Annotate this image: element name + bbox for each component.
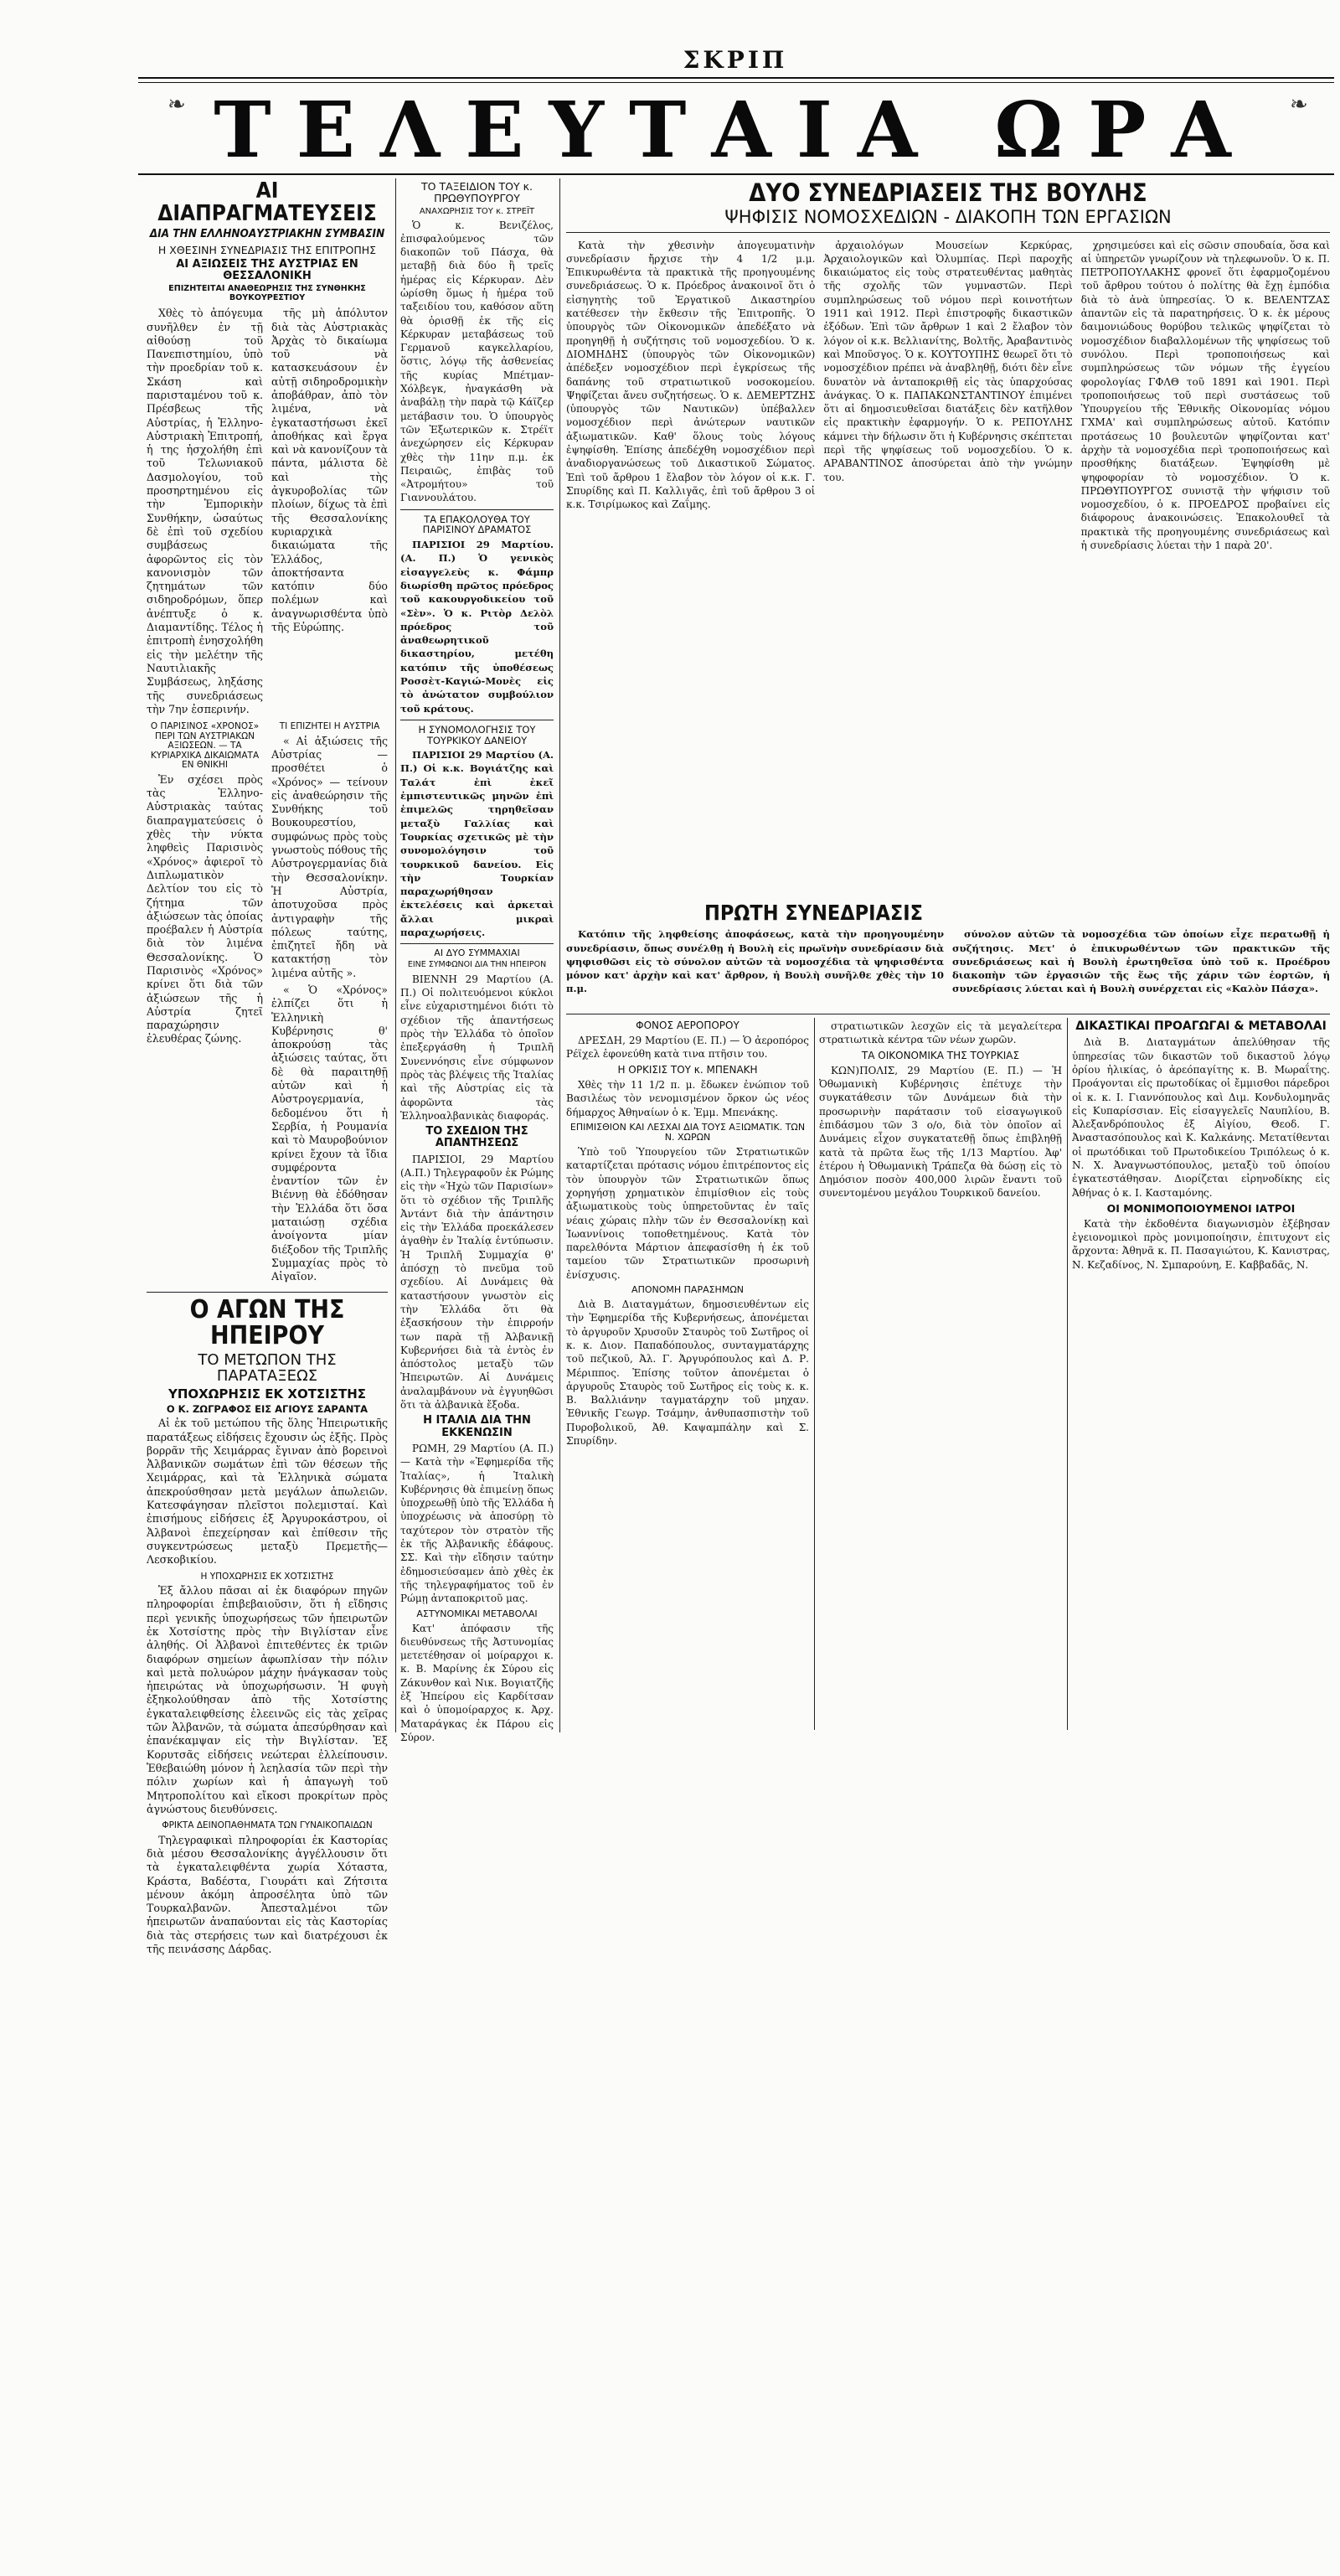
column-rule-3: [814, 1018, 815, 1730]
masthead-rule-top: [138, 77, 1334, 79]
article-clubs-end: στρατιωτικῶν λεσχῶν εἰς τὰ μεγαλείτερα στρατιωτικὰ κέντρα τῶν νέων χωρῶν.: [819, 1020, 1062, 1046]
headline-police: ΑΣΤΥΝΟΜΙΚΑΙ ΜΕΤΑΒΟΛΑΙ: [416, 1608, 538, 1619]
article-trip: Ὁ κ. Βενιζέλος, ἐπισφαλούμενος τῶν διακοπῶν τοῦ Πάσχα, θὰ μεταβῇ διὰ δύο ἢ τρεῖς ἡμέρας εἰς Κέρκυραν. Δὲν ὡρίσθη ὅμως ἡ ἡμέρα τοῦ ταξειδίου του, καθόσον αὕτη θὰ ὁρισθῇ ἐκ τῆς εἰς Κέρκυραν μεταβάσεως τοῦ Γερμανοῦ καγκελλαρίου, ὅστις, λόγῳ τῆς ἀσθενείας τῆς κυρίας Μπέτμαν-Χόλβεγκ, ἠναγκάσθη νὰ ἀναβάλῃ τὴν παρὰ τῷ Κάϊζερ μετάβασιν του. Ὁ ὑπουργὸς τῶν Ἐξωτερικῶν κ. Στρέϊτ ἀνεχώρησεν εἰς Κέρκυραν χθὲς τὴν 11ην π.μ. ἐκ Πειραιῶς, ἐπιβὰς τοῦ «Ἀτρομήτου» τοῦ Γιαννουλάτου.: [400, 219, 554, 504]
article-epirus: Αἱ ἐκ τοῦ μετώπου τῆς ὅλης Ἠπειρωτικῆς παρατάξεως εἰδήσεις ἔχουσιν ὡς ἑξῆς. Πρὸς βορρᾶν τῆς Χειμάρρας ἔγιναν ἀπὸ βορεινοὶ Ἀλβανικῶν σωμάτων ἐπὶ τῶν θέσεων τῆς Χειμάρρας, καὶ τὰ Ἑλληνικὰ σώματα ἀπεκρούσθησαν μετὰ μεγάλων ἀπωλειῶν. Κατεσφάγησαν πλεῖστοι πολεμισταί. Καὶ ἐπισήμους εἰδήσεις ἐξ Ἀργυροκάστρου, οἱ Ἀλβανοὶ ἐπεχείρησαν καὶ ἐπίθεσιν τῆς συγκεντρώσεως μεταξὺ Πρεμετῆς—Λεσκοβικίου.: [147, 1417, 388, 1567]
headline-first-session: ΠΡΩΤΗ ΣΥΝΕΔΡΙΑΣΙΣ: [704, 901, 924, 925]
article-negotiations-a: Χθὲς τὸ ἀπόγευμα συνῆλθεν ἐν τῇ αἰθούσῃ τοῦ Πανεπιστημίου, ὑπὸ τὴν προεδρίαν τοῦ κ. Σκάση καὶ παρισταμένου τοῦ κ. Πρέσβεως τῆς Αὐστρίας, ἡ Ἑλληνο-Αὐστριακὴ Ἐπιτροπή, ἡ της ἠσχολήθη ἐπὶ τοῦ Τελωνιακοῦ Δασμολογίου, τοῦ προσηρτημένου εἰς τὴν Ἐμπορικὴν Συνθήκην, ὡσαύτως δὲ ἐπὶ τοῦ σχεδίου συμβάσεως ἀφορῶντος εἰς τὸν κανονισμὸν τῶν ζητημάτων τῶν σιδηροδρόμων, ὅπερ ἀνέπτυξε ὁ κ. Διαμαντίδης. Τέλος ἡ ἐπιτροπὴ ἐνησχολήθη εἰς τὴν μελέτην τῆς Ναυτιλιακῆς Συμβάσεως, ληξάσης τῆς συνεδριάσεως τὴν 7ην ἑσπερινήν.: [147, 307, 263, 715]
subhead-suffering: ΦΡΙΚΤΑ ΔΕΙΝΟΠΑΘΗΜΑΤΑ ΤΩΝ ΓΥΝΑΙΚΟΠΑΙΔΩΝ: [162, 1820, 373, 1831]
subhead-claims: ΑΙ ΑΞΙΩΣΕΙΣ ΤΗΣ ΑΥΣΤΡΙΑΣ ΕΝ ΘΕΣΣΑΛΟΝΙΚΗ: [176, 257, 358, 282]
subhead-committee: Η ΧΘΕΣΙΝΗ ΣΥΝΕΔΡΙΑΣΙΣ ΤΗΣ ΕΠΙΤΡΟΠΗΣ: [157, 243, 377, 256]
subhead-alliances: ΕΙΝΕ ΣΥΜΦΩΝΟΙ ΔΙΑ ΤΗΝ ΗΠΕΙΡΟΝ: [407, 960, 547, 970]
subhead-retreat: ΥΠΟΧΩΡΗΣΙΣ ΕΚ ΧΟΤΣΙΣΤΗΣ: [168, 1386, 367, 1402]
first-session-b: σύνολον αὐτῶν τὰ νομοσχέδια τῶν ὁποίων εἶχε περατωθῇ ἡ συζήτησις. Μετ' ὁ ἐπικυρωθέντων τῶν πρακτικῶν τῆς συνεδριάσεως καὶ ἡ Βουλὴ ἐρωτηθεῖσα ὑπὸ τοῦ κ. Προέδρου διακοπὴν τῶν ἐργασιῶν τῆς ἕως τῆς χάριν τῶν ἑορτῶν, ἡ συνεδρίασις λύεται καὶ ἡ Βουλὴ συνέρχεται εἰς «Καλὸν Πάσχα».: [952, 928, 1330, 995]
column-2: [400, 178, 554, 1743]
subhead-front: ΤΟ ΜΕΤΩΠΟΝ ΤΗΣ ΠΑΡΑΤΑΞΕΩΣ: [198, 1350, 337, 1386]
headline-aviator: ΦΟΝΟΣ ΑΕΡΟΠΟΡΟΥ: [636, 1020, 740, 1031]
article-austria-seeks: « Αἱ ἀξιώσεις τῆς Αὐστρίας — προσθέτει ὁ «Χρόνος» — τείνουν εἰς ἀναθεώρησιν τῆς Συνθήκης τοῦ Βουκουρεστίου, συμφώνως πρὸς τοὺς γνωστοὺς πόθους τῆς Αὐστρογερμανίας διὰ τὴν Θεσσαλονίκην. Ἡ Αὐστρία, ἀποτυχοῦσα πρὸς ἀντιγραφὴν τῆς πόλεως ταύτης, ἐπιζητεῖ ἤδη νὰ κατακτήσῃ τὸν λιμένα αὐτῆς ».: [271, 734, 388, 979]
subhead-convention: ΔΙΑ ΤΗΝ ΕΛΛΗΝΟΑΥΣΤΡΙΑΚΗΝ ΣΥΜΒΑΣΙΝ: [149, 226, 385, 240]
column-1: [147, 178, 388, 1956]
article-draft: ΠΑΡΙΣΙΟΙ, 29 Μαρτίου (Α.Π.) Τηλεγραφοῦν ἐκ Ρώμης εἰς τὴν «Ἠχὼ τῶν Παρισίων» ὅτι τὸ σχέδιον τῆς Τριπλῆς Ἀντάντ διὰ τὴν ἀπάντησιν εἰς τὴν Ἑλλάδα προεκάλεσεν ἀγαθὴν ἐν Ἰταλίᾳ ἐντύπωσιν. Ἡ Τριπλῆ Συμμαχία θ' ἀπόσχῃ τὸ πνεῦμα τοῦ σχεδίου. Αἱ Δυνάμεις θὰ καταστήσουν γνωστὸν εἰς τὴν Ἑλλάδα ὅτι θὰ ἐξασκήσουν τὴν ἐπιρροήν των παρὰ τῇ Ἀλβανικῇ Κυβερνήσει διὰ τὰ ἐντὸς ἐν ἀπόστολος μεταξὺ τῶν Ἠπειρωτῶν. Αἱ Δυνάμεις ἀναλαμβάνουν νὰ ἐγγυηθῶσι ὅτι τὰ ἀλβανικὰ ἔξοδα.: [400, 1153, 554, 1412]
parliament-col-1: Κατὰ τὴν χθεσινὴν ἀπογευματινὴν συνεδρίασιν ἤρχισε τὴν 4 1/2 μ.μ. Ἐπικυρωθέντα τὰ πρακτικὰ τῆς προηγουμένης συνεδριάσεως. Ὁ κ. Πρόεδρος ἀνακοινοῖ ὅτι ὁ εἰσηγητὴς τοῦ Ἐργατικοῦ Δικαστηρίου κατέθεσεν τὴν ἔκθεσιν τῆς Ἐπιτροπῆς. Ὁ ὑπουργὸς τῶν Οἰκονομικῶν ἀπεδέξατο νὰ προηγηθῇ ἡ συζήτησις τοῦ νομοσχεδίου. Ὁ κ. ΔΙΟΜΗΔΗΣ (ὑπουργὸς τῶν Οἰκονομικῶν) ἀπέδεξεν νομοσχέδιον περὶ ἐγκρίσεως τῆς δαπάνης τοῦ στρατιωτικοῦ νοσοκομείου. Ψηφίζεται ἄνευ συζητήσεως. Ὁ κ. ΔΕΜΕΡΤΖΗΣ (ὑπουργὸς τῶν Ναυτικῶν) ὑπέβαλλεν νομοσχέδιον περὶ ἀνώτερων ναυτικῶν ἀξιωματικῶν. Καθ' ὅλους τοὺς λόγους ἐψηφίσθη. Ἐπίσης ἀπεδέχθη νομοσχέδιον περὶ ἀναδιοργανώσεως τοῦ Δικαστικοῦ Σώματος. Ἐπὶ τοῦ ἄρθρου 1 ἔλαβον τὸν λόγον οἱ κ.κ. Γ. Σπυρίδης καὶ Π. Καλλιγᾶς, ἐπὶ τοῦ ἄρθρου 3 οἱ κ.κ. Τσιρίμωκος καὶ Ζαΐμης.: [566, 239, 816, 511]
column-4b: [819, 1018, 1062, 2576]
first-session-section: [566, 901, 1330, 1009]
headline-alliances: ΑΙ ΔΥΟ ΣΥΜΜΑΧΙΑΙ: [434, 947, 520, 959]
subhead-bills: ΨΗΦΙΣΙΣ ΝΟΜΟΣΧΕΔΙΩΝ - ΔΙΑΚΟΠΗ ΤΩΝ ΕΡΓΑΣΙΩΝ: [724, 207, 1172, 228]
article-turkey-finance: ΚΩΝ)ΠΟΛΙΣ, 29 Μαρτίου (Ε. Π.) — Ἡ Ὀθωμανικὴ Κυβέρνησις ἐπέτυχε τὴν συγκατάθεσιν τῶν Δυνάμεων διὰ τὴν προσωρινὴν παράτασιν τοῦ εἰσαγωγικοῦ ἐπιδάσμου τῶν 3 ο/ο, διὰ τὸν ὁποῖον αἱ Δυνάμεις εἶχον συγκατατεθῇ ὅπως ἐπιβληθῇ κατὰ τὰ πρῶτα ἕως τῆς 1/13 Μαρτίου. Ἀφ' ἑτέρου ἡ Ὀθωμανικὴ Τράπεζα θὰ δώσῃ εἰς τὸ Δημόσιον ποσὸν 400,000 λιρῶν ἔναντι τοῦ συνεντομένου μεγάλου Τουρκικοῦ δανείου.: [819, 1064, 1062, 1200]
headline-negotiations: ΑΙ ΔΙΑΠΡΑΓΜΑΤΕΥΣΕΙΣ: [157, 178, 377, 227]
headline-judicial: ΔΙΚΑΣΤΙΚΑΙ ΠΡΟΑΓΩΓΑΙ & ΜΕΤΑΒΟΛΑΙ: [1075, 1020, 1327, 1033]
article-retreat: Ἐξ ἄλλου πᾶσαι αἱ ἐκ διαφόρων πηγῶν πληροφορίαι ἐπιβεβαιοῦσιν, ὅτι ἡ εἴδησις περὶ γενικῆς ὑποχωρήσεως τῶν ἠπειρωτῶν ἐκ Χοτσίστης πρὸς τὴν Βιγλίσταν εἶνε ἀληθής. Οἱ Ἀλβανοὶ ἐπιτεθέντες ἐκ τριῶν διαφόρων σημείων ἀφωπλίσαν τὴν πόλιν καὶ μετὰ πολυώρον μάχην ἠνάγκασαν τοὺς ἠπειρώτας νὰ ὑποχωρήσωσιν. Ἡ φυγὴ ἐξηκολούθησαν ἀπὸ τῆς Χοτσίστης ἐγκαταλειφθείσης ἐλεεινῶς εἰς τὰς χεῖρας τῶν Ἀλβανῶν, τὰ σώματα ἀπεσύρθησαν καὶ ἐπανέκαμψαν εἰς τὴν Βιγλίσταν. Ἐξ Κορυτσᾶς εἰδήσεις νεώτεραι ἐλλείπουσιν. Ἐθεβαιώθη μόνον ἡ λεηλασία τῶν περὶ τὴν πόλιν χωρίων καὶ ἡ ἀπαγωγὴ τοῦ Μητροπολίτου καὶ εἴκοσι προκρίτων πρὸς ἀγνώστους διευθύνσεις.: [147, 1584, 388, 1815]
article-chronos-a: Ἐν σχέσει πρὸς τὰς Ἑλληνο-Αὐστριακὰς ταύτας διαπραγματεύσεις ὁ χθὲς τὴν νύκτα ληφθεὶς Παρισινὸς «Χρόνος» ἀφιεροῖ τὸ Διπλωματικὸν Δελτίον του εἰς τὸ ζήτημα τῶν ἀξιώσεων τὰς ὁποίας προέβαλεν ἡ Αὐστρία διὰ τὸν λιμένα Θεσσαλονίκης. Ὁ Παρισινὸς «Χρόνος» κρίνει ὅτι διὰ τῶν ἀξιώσεων τῆς ἡ Αὐστρία ζητεῖ παραχώρησιν ἐλευθέρας ζώνης.: [147, 772, 263, 1045]
subhead-chronos: Ο ΠΑΡΙΣΙΝΟΣ «ΧΡΟΝΟΣ» ΠΕΡΙ ΤΩΝ ΑΥΣΤΡΙΑΚΩΝ ΑΞΙΩΣΕΩΝ. — ΤΑ ΚΥΡΙΑΡΧΙΚΑ ΔΙΚΑΙΩΜΑΤΑ ΕΝ ΘΝΙΚΗΙ: [150, 721, 260, 771]
subhead-austria-seeks: ΤΙ ΕΠΙΖΗΤΕΙ Η ΑΥΣΤΡΙΑ: [279, 721, 380, 732]
article-doctors: Κατὰ τὴν ἐκδοθέντα διαγωνισμὸν ἐξέβησαν ἐγειονομικοὶ πρὸς μονιμοποίησιν, ἐπιτυχοντ εἰς ἄρχοντα: Ἀθηνᾶ κ. Π. Πασαγιώτου, Κ. Κανιστρας, Ν. Κεζαδίνος, Ν. Σμπαρούνη, Ε. Καββαδᾶς, Ν.: [1072, 1217, 1330, 1271]
column-rule-2: [559, 178, 560, 1732]
headline-drama: ΤΑ ΕΠΑΚΟΛΟΥΘΑ ΤΟΥ ΠΑΡΙΣΙΝΟΥ ΔΡΑΜΑΤΟΣ: [422, 513, 532, 536]
subhead-streit: ΑΝΑΧΩΡΗΣΙΣ ΤΟΥ κ. ΣΤΡΕΪΤ: [419, 206, 535, 216]
column-rule-1: [395, 178, 396, 1732]
parliament-col-2: ἀρχαιολόγων Μουσείων Κερκύρας, Ἀρχαιολογικῶν καὶ Ὀλυμπίας. Περὶ παροχῆς δικαιώματος εἰς τοὺς στρατευθέντας μαθητὰς τῆς σχολῆς τῶν γυμναστῶν. Περὶ συμπληρώσεως τοῦ νόμου περὶ κοινοτήτων 1911 καὶ 1912. Περὶ ἐπιστροφῆς δικαστικῶν ἐξόδων. Ἐπὶ τῶν ἄρθρων 1 καὶ 2 ἔλαβον τὸν λόγον οἱ κ.κ. Βελλιανίτης, Βολτῆς, Ἀραβαντινὸς καὶ Μποῦσγος. Ὁ κ. ΚΟΥΤΟΥΠΗΣ θεωρεῖ ὅτι τὸ νομοσχέδιον πρέπει νὰ ἀναβληθῇ, διότι δὲν εἶνε δυνατὸν νὰ ἀνταποκριθῇ εἰς τὰς ὑπαρχούσας ἀνάγκας. Ὁ κ. ΠΑΠΑΚΩΝΣΤΑΝΤΙΝΟΥ ἐπιμένει ὅτι αἱ δημοσιευθεῖσαι διατάξεις δὲν κατῆλθον εἰς πρακτικὴν ἐφαρμογήν. Ὁ κ. ΡΕΠΟΥΛΗΣ κάμνει τὴν δήλωσιν ὅτι ἡ Κυβέρνησις σκέπτεται περὶ τῆς ψηφίσεως τοῦ νομοσχεδίου. Ὁ κ. ΑΡΑΒΑΝΤΙΝΟΣ ἀποσύρεται ἀπὸ τὴν γνώμην του.: [823, 239, 1073, 483]
headline-benakis: Η ΟΡΚΙΣΙΣ ΤΟΥ κ. ΜΠΕΝΑΚΗ: [617, 1063, 758, 1076]
parliament-section: [566, 178, 1330, 896]
headline-loan: Η ΣΥΝΟΜΟΛΟΓΗΣΙΣ ΤΟΥ ΤΟΥΡΚΙΚΟΥ ΔΑΝΕΙΟΥ: [418, 723, 536, 746]
article-negotiations-b: τῆς μὴ ἀπόλυτον διὰ τὰς Αὐστριακὰς Ἀρχὰς τὸ δικαίωμα τοῦ νὰ κατασκευάσουν ἐν αὐτῇ σιδηροδρομικὴν ἀποβάθραν, ἀπὸ τὸν λιμένα, νὰ ἐγκαταστήσωσι ἐκεῖ ἀποθήκας καὶ ἔργα καὶ νὰ κανονίζουν τὰ πάντα, μάλιστα δὲ καὶ τὴς ἀγκυροβολίας τῶν πλοίων, δίχως τὰ ἐπὶ τῆς Θεσσαλονίκης κυριαρχικὰ δικαιώματα τῆς Ἑλλάδος, ἀποκτήσαντα κατόπιν δύο πολέμων καὶ ἀναγνωρισθέντα ὑπὸ τῆς Εὐρώπης.: [271, 307, 388, 634]
headline-turkey-finance: ΤΑ ΟΙΚΟΝΟΜΙΚΑ ΤΗΣ ΤΟΥΡΚΙΑΣ: [861, 1049, 1020, 1061]
masthead: ΣΚΡΙΠ: [683, 46, 788, 74]
divider: [400, 509, 554, 510]
article-judicial: Διὰ Β. Διαταγμάτων ἀπελύθησαν τῆς ὑπηρεσίας τῶν δικαστῶν τοῦ δικαστοῦ λόγῳ ὁρίου ἡλικίας, ὁ ἀρεόπαγίτης κ. Β. Μωραΐτης. Προάγονται εἰς πρωτοδίκας οἱ ἔμμισθοι πάρεδροι οἱ κ. κ. Ι. Γιαννόπουλος καὶ Διμ. Κονδυλομηνᾶς εἰς Κυπαρίσσιαν. Εἰς εἰσαγγελεῖς Ναυπλίου, Β. Ἀλεξανδρόπουλος ἐξ Αἰγίου, Θεοδ. Γ. Ἀναστασόπουλος καὶ Κ. Καλκάνης. Μετατίθενται οἱ πρωτόδικαι τοῦ Πρωτοδικείου Τριπόλεως ὁ κ. Ν. Χ. Ἀναγνωστόπουλος, μεταξὺ τοῦ ὁποίου ἐγκατεστάθησαν. Διορίζεται εἰρηνοδίκης εἰς Ἀθήνας ὁ κ. Ι. Κασταμόνης.: [1072, 1036, 1330, 1199]
article-aviator: ΔΡΕΣΔΗ, 29 Μαρτίου (Ε. Π.) — Ὁ ἀεροπόρος Ρέϊχελ ἐφονεύθη κατὰ τινα πτῆσιν του.: [566, 1035, 809, 1061]
article-suffering: Τηλεγραφικαὶ πληροφορίαι ἐκ Καστορίας διὰ μέσου Θεσσαλονίκης ἀγγέλλουσιν ὅτι τὰ ἐγκαταλειφθέντα χωρία Χόταστα, Κράστα, Βαδέστα, Γιουράτι καὶ Ζήτσιτα μένουν ἀκόμη ἀπροσέλητα ὑπὸ τῶν Τουρκαλβανῶν. Ἀπεσταλμένοι τῶν ἠπειρωτῶν ἀναπαύονται εἰς τὰς Καστορίας διὰ τὰς στερήσεις των καὶ διατρέχουσι ἐκ τῆς πεινάσσης Δάρδας.: [147, 1833, 388, 1956]
headline-decorations: ΑΠΟΝΟΜΗ ΠΑΡΑΣΗΜΩΝ: [631, 1284, 744, 1296]
article-alliances: ΒΙΕΝΝΗ 29 Μαρτίου (Α. Π.) Οἱ πολιτευόμενοι κύκλοι εἶνε εὐχαριστημένοι διότι τὸ σχέδιον τῆς ἀπαντήσεως πρὸς τὴν Ἑλλάδα τὸ ὁποῖον ἐπεξεργάσθη ἡ Τριπλῆ Συνεννόησις εἶνε σύμφωνον πρὸς τὰς βλέψεις τῆς Ἰταλίας καὶ τῆς Αὐστρίας εἰς τὰ ἀφορῶντα τὰς Ἑλληνοαλβανικὰς διαφοράς.: [400, 973, 554, 1122]
headline-italy: Η ΙΤΑΛΙΑ ΔΙΑ ΤΗΝ ΕΚΚΕΝΩΣΙΝ: [423, 1414, 531, 1439]
article-chronos-b: « Ὁ «Χρόνος» ἐλπίζει ὅτι ἡ Ἑλληνικὴ Κυβέρνησις θ' ἀποκρούσῃ τὰς ἀξιώσεις ταύτας, ὅτι δὲ θὰ παραιτηθῇ αὐτῶν καὶ ἡ Αὐστρογερμανία, δεδομένου ὅτι ἡ Σερβία, ἡ Ρουμανία καὶ τὸ Μαυροβούνιον κρίνει ἔχουν τὰ ἴδια συμφέροντα ἐναντίον τῶν ἐν Βιέννῃ θὰ ἐδόθησαν τὴν Ἑλλάδα ὅτι ὅσα ματαιώσῃ σχέδια ἀνοίγοντα μίαν διέξοδον τῆς Τριπλῆς Συμμαχίας πρὸς τὸ Αἰγαῖον.: [271, 983, 388, 1283]
headline-epirus: Ο ΑΓΩΝ ΤΗΣ ΗΠΕΙΡΟΥ: [189, 1294, 345, 1351]
headline-allowance: ΕΠΙΜΙΣΘΙΟΝ ΚΑΙ ΛΕΣΧΑΙ ΔΙΑ ΤΟΥΣ ΑΞΙΩΜΑΤΙΚ. ΤΩΝ Ν. ΧΩΡΩΝ: [570, 1121, 806, 1143]
subhead-revision: ΕΠΙΖΗΤΕΙΤΑΙ ΑΝΑΘΕΩΡΗΣΙΣ ΤΗΣ ΣΥΝΘΗΚΗΣ ΒΟΥΚΟΥΡΕΣΤΙΟΥ: [168, 284, 366, 302]
banner-title: ΤΕΛΕΥΤΑΙΑ ΩΡΑ: [214, 85, 1256, 175]
headline-parliament: ΔΥΟ ΣΥΝΕΔΡΙΑΣΕΙΣ ΤΗΣ ΒΟΥΛΗΣ: [749, 178, 1147, 207]
subhead-zografos: Ο Κ. ΖΩΓΡΑΦΟΣ ΕΙΣ ΑΓΙΟΥΣ ΣΑΡΑΝΤΑ: [166, 1402, 368, 1415]
article-loan: ΠΑΡΙΣΙΟΙ 29 Μαρτίου (Α. Π.) Οἱ κ.κ. Βογιάτζης καὶ Ταλάτ ἐπὶ ἐκεῖ ἐμπιστευτικῶς μηνῶν ἐπὶ ἐπιμελῶς τηρηθεῖσαν μεταξὺ Γαλλίας καὶ Τουρκίας σχετικῶς μὲ τὴν συνομολόγησιν τοῦ τουρκικοῦ δανείου. Εἰς τὴν Τουρκίαν παραχωρήθησαν ἐκτελέσεις καὶ ἀρκεταὶ ἄλλαι μικραὶ παραχωρήσεις.: [400, 749, 554, 939]
ornament-left: ❧: [168, 92, 186, 117]
column-3b: [566, 1018, 809, 2576]
headline-draft: ΤΟ ΣΧΕΔΙΟΝ ΤΗΣ ΑΠΑΝΤΗΣΕΩΣ: [425, 1125, 528, 1150]
column-rule-4: [1067, 1018, 1068, 1730]
article-italy: ΡΩΜΗ, 29 Μαρτίου (Α. Π.) — Κατὰ τὴν «Ἐφημερίδα τῆς Ἰταλίας», ἡ Ἰταλικὴ Κυβέρνησις θὰ ἐπιμείνῃ ὅπως ὑποχρεωθῇ ὑπὸ τῆς Ἑλλάδα ἡ ὑποχρέωσις νὰ ἀποσύρῃ τὸ ταχύτερον τὸν στρατὸν τῆς ἐκ τῆς Ἀλβανικῆς ἐδάφους. ΣΣ. Καὶ τὴν εἴδησιν ταύτην ἐδημοσιεύσαμεν ἀπὸ χθὲς ἐκ τῆς τηλεγραφήματος τοῦ ἐν Ρώμῃ ἀνταποκριτοῦ μας.: [400, 1442, 554, 1605]
divider: [147, 1292, 388, 1293]
article-drama: ΠΑΡΙΣΙΟΙ 29 Μαρτίου. (Α. Π.) Ὁ γενικὸς εἰσαγγελεὺς κ. Φάμπρ διωρίσθη πρῶτος πρόεδρος τοῦ κακουργοδικείου τοῦ «Σὲν». Ὁ κ. Ριτὸρ Δελὸλ πρόεδρος τοῦ ἀναθεωρητικοῦ δικαστηρίου, μετέθη κατόπιν τῆς ὑποθέσεως Ροσσὲτ-Καγιώ-Μονὲς εἰς τὸ ἀνώτατον συμβούλιον τοῦ κράτους.: [400, 539, 554, 715]
divider: [566, 232, 1330, 233]
banner-rule: [138, 173, 1334, 175]
headline-trip: ΤΟ ΤΑΞΕΙΔΙΟΝ ΤΟΥ κ. ΠΡΩΘΥΠΟΥΡΓΟΥ: [421, 180, 533, 204]
article-benakis: Χθὲς τὴν 11 1/2 π. μ. ἔδωκεν ἐνώπιον τοῦ Βασιλέως τὸν νενομισμένον ὅρκον ὡς νέος δήμαρχος Ἀθηναίων ὁ κ. Ἐμμ. Μπενάκης.: [566, 1078, 809, 1118]
article-police: Κατ' ἀπόφασιν τῆς διευθύνσεως τῆς Ἀστυνομίας μετετέθησαν οἱ μοίραρχοι κ. κ. Β. Μαρίνης ἐκ Σύρου εἰς Ζάκυνθον καὶ Νικ. Βογιατζῆς ἐξ Ἠπείρου εἰς Καρδίτσαν καὶ ὁ ὑπομοίραρχος κ. Ἀρχ. Ματαράγκας ἐκ Πάρου εἰς Σύρον.: [400, 1622, 554, 1743]
article-allowance: Ὑπὸ τοῦ Ὑπουργείου τῶν Στρατιωτικῶν καταρτίζεται πρότασις νόμου ἐπιτρέποντος εἰς τὸν ὑπουργὸν τῶν Στρατιωτικῶν ὅπως χορηγήσῃ χρηματικὸν ἐπιμίσθιον εἰς τοὺς ἀξιωματικοὺς τοὺς ὑπηρετοῦντας ἐν ταῖς νέαις χώραις πλὴν τῶν ἐν Θεσσαλονίκῃ καὶ Ἰωαννίνοις τοποθετημένους. Κατὰ τὸν παρελθόντα Μάρτιον ἀπεφασίσθη ἡ ἐκ τοῦ ταμείου τῶν Στρατιωτικῶν προσωρινὴ ἐνίσχυσις.: [566, 1146, 809, 1281]
subhead-retreat-2: Η ΥΠΟΧΩΡΗΣΙΣ ΕΚ ΧΟΤΣΙΣΤΗΣ: [200, 1571, 334, 1582]
first-session-a: Κατόπιν τῆς ληφθείσης ἀποφάσεως, κατὰ τὴν προηγουμένην συνεδρίασιν, ὅπως συνέλθῃ ἡ Βουλὴ εἰς πρωϊνὴν συνεδρίασιν διὰ ψηφισθῶσι εἰς τὸ σύνολον αὐτῶν τὰ νομοσχέδια τὰ ψηφισθέντα μόνον κατ' ἀρχὴν καὶ κατ' ἄρθρον, ἡ Βουλὴ συνῆλθε χθὲς τὴν 10 π.μ.: [566, 928, 944, 995]
parliament-col-3: χρησιμεύσει καὶ εἰς σῶσιν σπουδαία, ὅσα καὶ αἱ ὑπηρετῶν γνωρίζουν νὰ τηλεφωνοῦν. Ὁ κ. Π. ΠΕΤΡΟΠΟΥΛΑΚΗΣ φρονεῖ ὅτι ἐφαρμοζομένου τοῦ ἄρθρου τούτου ὁ πολίτης θὰ ἔχῃ ἐμπόδια διὰ τὸ ἀνὰ ὑπηρεσίας. Ὁ κ. ΒΕΛΕΝΤΖΑΣ ἀπαντῶν εἰς τὰ παρατηρήσεις. Ὁ κ. ἐκ μέρους δαιμονιώδους θορύβου τελικῶς ψηφίζεται τὸ νομοσχέδιον διαβαλλομένων τῆς ψηφίσεως τοῦ συνόλου. Περὶ τροποποιήσεως καὶ συμπληρώσεως τῶν νόμων τῆς ἐγγείου φορολογίας ΓΦΛΘ τοῦ 1891 καὶ 1901. Περὶ τροποποιήσεως τοῦ περὶ συστάσεως τοῦ Ὑπουργείου τῆς Ἐθνικῆς Οἰκονομίας νόμου ΓΧΜΑ' καὶ συμπληρώσεως αὐτοῦ. Κατόπιν προτάσεως 10 βουλευτῶν ψηφίζονται κατ' ἀρχὴν τὰ νομοσχέδια περὶ τροποποιήσεως καὶ προσθήκης διατάξεων. Ἐψηφίσθη μὲ ψηφοφορίαν τὸ νομοσχέδιον. Ὁ κ. ΠΡΩΘΥΠΟΥΡΓΟΣ συνιστᾷ τὴν ψήφισιν τοῦ νομοσχεδίου, ὁ κ. ΠΡΟΕΔΡΟΣ προβαίνει εἰς διάφορους ἀνακοινώσεις. Ἐπακολουθεῖ τὰ πρακτικὰ τῆς προηγουμένης συνεδριάσεως καὶ ἡ συνεδρίασις λύεται τὴν 1 παρὰ 20'.: [1080, 239, 1330, 552]
article-decorations: Διὰ Β. Διαταγμάτων, δημοσιευθέντων εἰς τὴν Ἐφημερίδα τῆς Κυβερνήσεως, ἀπονέμεται τὸ ἀργυροῦν Χρυσοῦν Σταυρὸς τοῦ Σωτῆρος οἱ κ. κ. Διον. Παπαδόπουλος, συνταγματάρχης τοῦ πεζικοῦ, Ἀλ. Γ. Ἀργυρόπουλος καὶ Δ. Ρ. Μέριππος. Ἐπίσης τοῦτον ἀπονέμεται ὁ ἀργυροῦς Σταυρὸς τοῦ Σωτῆρος εἰς τοὺς κ. κ. Β. Βαλλιάνην ταγματάρχην τοῦ μηχαν. Ἐθνικῆς Γεωγρ. Τσάμην, ἀνθυπασπιστὴν τοῦ Πυροβολικοῦ, Ἀθ. Καψαμπάλην καὶ Σ. Σπυρίδην.: [566, 1298, 809, 1448]
masthead-rule-thin: [138, 82, 1334, 83]
divider: [400, 943, 554, 944]
ornament-right: ❧: [1290, 92, 1308, 117]
column-5b: [1072, 1018, 1330, 2576]
headline-doctors: ΟΙ ΜΟΝΙΜΟΠΟΙΟΥΜΕΝΟΙ ΙΑΤΡΟΙ: [1106, 1201, 1296, 1215]
